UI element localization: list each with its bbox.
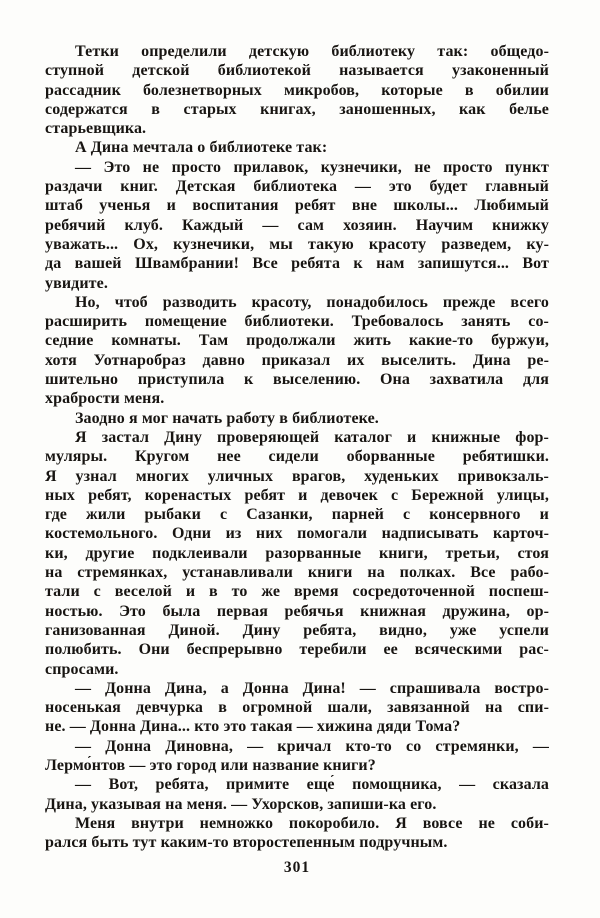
text-line: старьевщика. [45, 120, 147, 138]
text-line: раздачи книг. Детская библиотека — это будет главный [45, 178, 549, 196]
text-line: Лермо́нтов — это город или название книги? [45, 756, 376, 774]
text-line: ки, другие подклеивали разорванные книги, третьи, стоя [45, 544, 549, 562]
text-line: уважать... Ох, кузнечики, мы такую красоту разведем, ку- [45, 235, 549, 253]
text-line: Я узнал многих уличных врагов, худеньких привокзаль- [45, 467, 549, 485]
page-number: 301 [283, 859, 311, 876]
text-line: Меня внутри немножко покоробило. Я вовсе не соби- [75, 814, 549, 832]
text-line: увидите. [45, 274, 108, 292]
text-column [45, 42, 549, 852]
text-line: Я застал Дину проверяющей каталог и книжные фор- [75, 428, 549, 446]
text-line: спросами. [45, 660, 119, 678]
text-line: Заодно я мог начать работу в библиотеке. [75, 409, 379, 427]
text-line: ребячий клуб. Каждый — сам хозяин. Научим книжку [45, 216, 549, 234]
text-line: да вашей Швамбрании! Все ребята к нам запишутся... Вот [45, 255, 549, 273]
text-line: рался быть тут каким-то второстепенным подручным. [45, 834, 448, 852]
text-line: — Это не просто прилавок, кузнечики, не просто пункт [75, 158, 549, 176]
text-line: на стремянках, устанавливали книги на полках. Все рабо- [45, 564, 549, 582]
text-line: А Дина мечтала о библиотеке так: [75, 139, 328, 157]
text-line: ганизованная Диной. Дину ребята, видно, уже успели [45, 621, 549, 639]
text-line: штаб ученья и воспитания ребят вне школы... Любимый [45, 197, 549, 215]
text-line: — Донна Дина, а Донна Дина! — спрашивала востро- [75, 679, 549, 697]
text-line: хотя Уотнаробраз давно приказал их выселить. Дина ре- [45, 351, 549, 369]
text-line: седние комнаты. Там продолжали жить какие-то буржуи, [45, 332, 549, 350]
text-line: ностью. Это была первая ребячья книжная дружина, ор- [45, 602, 549, 620]
text-line: — Вот, ребята, примите еще́ помощника, — сказала [75, 776, 549, 794]
text-line: костемольного. Одни из них помогали надписывать карточ- [45, 525, 549, 543]
text-line: Тетки определили детскую библиотеку так: общедо- [75, 43, 549, 60]
text-line: — Донна Диновна, — кричал кто-то со стремянки, — [75, 737, 549, 755]
text-line: полюбить. Они беспрерывно теребили ее всяческими рас- [45, 641, 549, 659]
text-line: тали с веселой и в то же время сосредоточенной поспеш- [45, 583, 549, 601]
text-line: храбрости меня. [45, 390, 165, 408]
text-line: содержатся в старых книгах, заношенных, как белье [45, 100, 549, 118]
text-line: Дина, указывая на меня. — Ухорсков, запиши-ка его. [45, 795, 437, 813]
text-line: шительно приступила к выселению. Она захватила для [45, 371, 549, 389]
text-line: Но, чтоб разводить красоту, понадобилось прежде всего [75, 293, 549, 311]
text-line: муляры. Кругом нее сидели оборванные ребятишки. [45, 448, 549, 466]
text-line: ных ребят, коренастых ребят и девочек с Бережной улицы, [45, 486, 549, 504]
text-line: рассадник болезнетворных микробов, которые в обилии [45, 81, 549, 99]
text-line: где жили рыбаки с Сазанки, парней с консервного и [45, 506, 549, 524]
text-line: носенькая девчурка в огромной шали, завязанной на спи- [45, 699, 549, 717]
text-line: ступной детской библиотекой называется узаконенный [45, 62, 549, 80]
text-line: не. — Донна Дина... кто это такая — хижина дяди Тома? [45, 718, 461, 736]
text-line: расширить помещение библиотеки. Требовалось занять со- [45, 313, 549, 331]
